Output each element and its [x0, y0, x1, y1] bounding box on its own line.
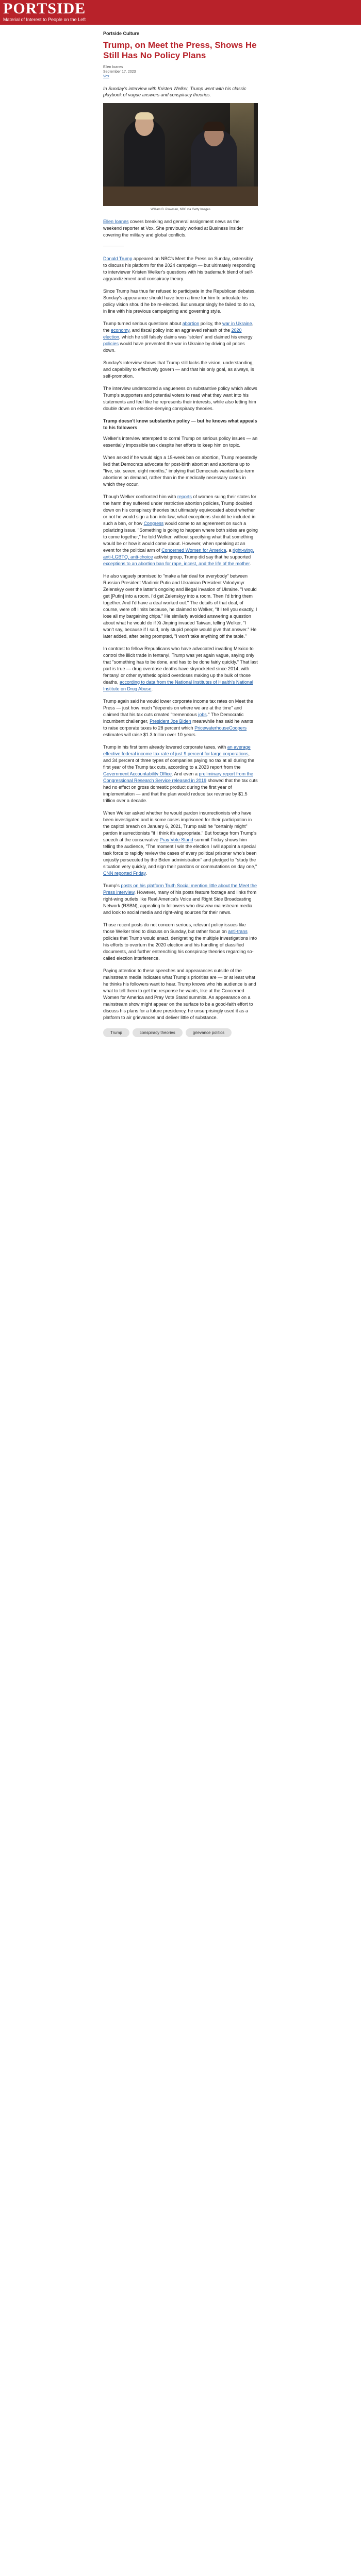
article-column: [103, 25, 258, 1037]
paragraph-12: Trump in his first term already lowered corporate taxes, with an average effective federal income tax rate of just 9 percent for large corporations, and 34 percent of three types of companies paying no tax at all during the first year of the Trump tax cuts, according to a 2023 report from the Government Accountability Office. And even a preliminary report from the Congressional Research Service released in 2019 showed that the tax cuts had no effect on gross domestic product during the first year of implementation — and that the plan would reduce tax revenue by $1.5 trillion over a decade.: [103, 744, 258, 803]
link-congress[interactable]: Congress: [143, 521, 164, 526]
link-gao[interactable]: Government Accountability Office: [103, 771, 172, 776]
paragraph-1: Donald Trump appeared on NBC's Meet the Press on Sunday, ostensibly to discuss his platform for the 2024 campaign — but ultimately responding to interviewer Kristen Welker's questions with his trademark blend of self-aggrandizement and conspiracy theory.: [103, 256, 256, 281]
paragraph-4: Sunday's interview shows that Trump still lacks the vision, understanding, and capability to effectively govern — and that his only goal, as always, is self-promotion.: [103, 360, 254, 379]
link-crs-report[interactable]: preliminary report from the Congressional Research Service released in 2019: [103, 771, 253, 783]
masthead: [0, 0, 361, 25]
link-donald-trump[interactable]: Donald Trump: [103, 256, 133, 261]
paragraph-7: When asked if he would sign a 15-week ban on abortion, Trump repeatedly lied that Democrats advocate for post-birth abortion and abortions up to "five, six, seven, eight months," implying that Democrats wanted late-term abortions on demand, rather than in the medically necessary cases in which they occur.: [103, 455, 257, 487]
link-nih-data[interactable]: according to data from the National Institutes of Health's National Institute on Drug Abuse: [103, 680, 253, 691]
link-policies[interactable]: policies: [103, 341, 119, 346]
paragraph-3: Trump turned serious questions about abortion policy, the war in Ukraine, the economy, and fiscal policy into an aggrieved rehash of the 2020 election, which he still falsely claims was "stolen" and claimed his energy policies would have prevented the war in Ukraine by driving oil prices down.: [103, 321, 254, 353]
article-source-link[interactable]: Vox: [103, 75, 109, 78]
author-bio: [103, 218, 258, 239]
article-title[interactable]: Trump, on Meet the Press, Shows He Still Has No Policy Plans: [103, 40, 257, 60]
link-economy[interactable]: economy: [111, 328, 129, 333]
link-pray-vote-stand[interactable]: Pray Vote Stand: [159, 837, 193, 842]
article-subhead: Trump doesn't know substantive policy — but he knows what appeals to his followers: [103, 418, 257, 430]
link-abortion[interactable]: abortion: [182, 321, 200, 326]
paragraph-14: Trump's posts on his platform Truth Social mention little about the Meet the Press interview. However, many of his posts feature footage and links from right-wing outlets like Real America's Voice and Right Side Broadcasting Network (RSBN), appealing to followers who disavow mainstream media and look to social media and right-wing sources for their news.: [103, 883, 257, 915]
portside-logo[interactable]: PORTSIDE: [3, 0, 86, 17]
author-bio-link[interactable]: Ellen Ioanes: [103, 219, 129, 224]
section-label: Portside Culture: [103, 31, 140, 36]
article-dek: In Sunday's interview with Kristen Welker, Trump went with his classic playbook of vague answers and conspiracy theories.: [103, 86, 247, 97]
link-concerned-women[interactable]: Concerned Women for America: [161, 548, 226, 553]
link-jobs[interactable]: jobs: [198, 712, 207, 717]
paragraph-16: Paying attention to these speeches and appearances outside of the mainstream media indicates what Trump's priorities are — or at least what he thinks his followers want to hear. Trump knows who his audience is and what to tell them to get the response he wants, like at the Concerned Women for America and Pray Vote Stand summits. An appearance on a mainstream show might appear on the surface to be a good-faith effort to discuss his plans for a future presidency, he unsurprisingly used it as a platform to air grievances and deliver little of substance.: [103, 968, 256, 1020]
link-2020-election[interactable]: 2020 election: [103, 328, 242, 340]
paragraph-5: The interview underscored a vagueness on substantive policy which allows Trump's supporters and potential voters to read what they want into his statements and feel like he represents their interests, while also letting him double down on election-denying conspiracy theories.: [103, 386, 257, 411]
article-photo: [103, 103, 258, 206]
link-anti-trans[interactable]: anti-trans: [228, 929, 248, 934]
link-cnn-report[interactable]: CNN reported Friday: [103, 871, 146, 876]
paragraph-2: Since Trump has thus far refused to participate in the Republican debates, Sunday's appearance should have been a time for him to articulate his policy vision should he be re-elected. But unsurprisingly he failed to do so, in line with his previous campaigning and governing style.: [103, 289, 256, 314]
article-author: Ellen Ioanes: [103, 65, 123, 69]
paragraph-10: In contrast to fellow Republicans who have advocated invading Mexico to control the illicit trade in fentanyl, Trump was yet again vague, saying only that "something has to be done, and has to be done fairly quickly." That last part is true — drug overdose deaths have skyrocketed since 2014, with fentanyl or other synthetic opioid overdoses making up the bulk of those deaths, according to data from the National Institutes of Health's National Institute on Drug Abuse.: [103, 646, 258, 691]
paragraph-11: Trump again said he would lower corporate income tax rates on Meet the Press — just how much "depends on where we are at the time" and claimed that his tax cuts created "tremendous jobs." The Democratic incumbent challenger, President Joe Biden meanwhile has said he wants to raise corporate taxes to 28 percent which PricewaterhouseCoopers estimates will raise $1.3 trillion over 10 years.: [103, 699, 253, 737]
link-truth-social-posts[interactable]: posts on his platform Truth Social mention little about the Meet the Press interview: [103, 883, 257, 895]
paragraph-8: Though Welker confronted him with reports of women suing their states for the harm they suffered under restrictive abortion policies, Trump doubled down on his conspiracy theories but ultimately equivocated about whether or not he would sign a ban into law; what exceptions should be included in such a ban, or how Congress would come to an agreement on such a polarizing issue. "Something is going to happen where both sides are going to come together," he told Welker, without specifying what that something would be or how it would come about. However, when speaking at an event for the political arm of Concerned Women for America, a right-wing, anti-LGBTQ, anti-choice activist group, Trump did say that he supported exceptions to an abortion ban for rape, incest, and the life of the mother.: [103, 494, 258, 566]
tag-conspiracy-theories[interactable]: conspiracy theories: [133, 1028, 183, 1037]
link-war-in-ukraine[interactable]: war in Ukraine: [222, 321, 252, 326]
article-date: September 17, 2023: [103, 70, 136, 74]
author-bio-text: covers breaking and general assignment news as the weekend reporter at Vox. She previously worked at Business Insider covering the military and global conflicts.: [103, 219, 243, 238]
link-right-wing-group[interactable]: right-wing, anti-LGBTQ, anti-choice: [103, 548, 254, 560]
link-reports[interactable]: reports: [177, 494, 192, 499]
paragraph-13: When Welker asked whether he would pardon insurrectionists who have been investigated and in some cases imprisoned for their participation in the capitol breach on January 6, 2021, Trump said he "certainly might" pardon insurrectionists "if I think it's appropriate." But footage from Trump's speech at the conservative Pray Vote Stand summit Friday shows him telling the audience, "The moment I win the election I will appoint a special task force to rapidly review the cases of every political prisoner who's been unjustly persecuted by the Biden administration" and pledged to "study the situation very quickly, and sign their pardons or commutations on day one," CNN reported Friday.: [103, 810, 257, 876]
link-abortion-exceptions[interactable]: exceptions to an abortion ban for rape, incest, and the life of the mother: [103, 561, 250, 566]
masthead-tagline: Material of Interest to People on the Left: [3, 17, 86, 22]
paragraph-15: Those recent posts do not concern serious, relevant policy issues like those Welker tried to discuss on Sunday, but rather focus on anti-trans policies that Trump would enact, denigrating the multiple investigations into his efforts to overturn the 2020 election and his handling of classified documents, and further entrenching his conspiracy theories regarding so-called election interference.: [103, 922, 257, 961]
link-joe-biden[interactable]: President Joe Biden: [150, 719, 191, 724]
tag-list: [103, 1028, 258, 1037]
paragraph-9: He also vaguely promised to "make a fair deal for everybody" between Russian President Vladimir Putin and Ukrainian President Volodymyr Zelenskyy over the latter's ongoing and illegal invasion of Ukraine. "I would get [Putin] into a room. I'd get Zelenskyy into a room. Then I'd bring them together. And I'd have a deal worked out." The details of that deal, of course, were off limits because, he claimed to Welker, "If I tell you exactly, I lose all my bargaining chips." He similarly avoided answering a question about what he would do if Xi Jinping invaded Taiwan, telling Welker, "I won't say, because if I said, only stupid people would give that answer." He later added, after being prompted, "I won't take anything off the table.": [103, 573, 257, 639]
photo-caption: William B. Plowman, NBC via Getty Images: [151, 208, 210, 211]
link-pwc[interactable]: PricewaterhouseCoopers: [194, 725, 247, 731]
link-tax-rate[interactable]: an average effective federal income tax rate of just 9 percent for large corporations: [103, 744, 251, 756]
tag-trump[interactable]: Trump: [103, 1028, 129, 1037]
paragraph-6: Welker's interview attempted to corral Trump on serious policy issues — an essentially impossible task despite her efforts to keep him on topic.: [103, 436, 258, 448]
tag-grievance-politics[interactable]: grievance politics: [186, 1028, 232, 1037]
